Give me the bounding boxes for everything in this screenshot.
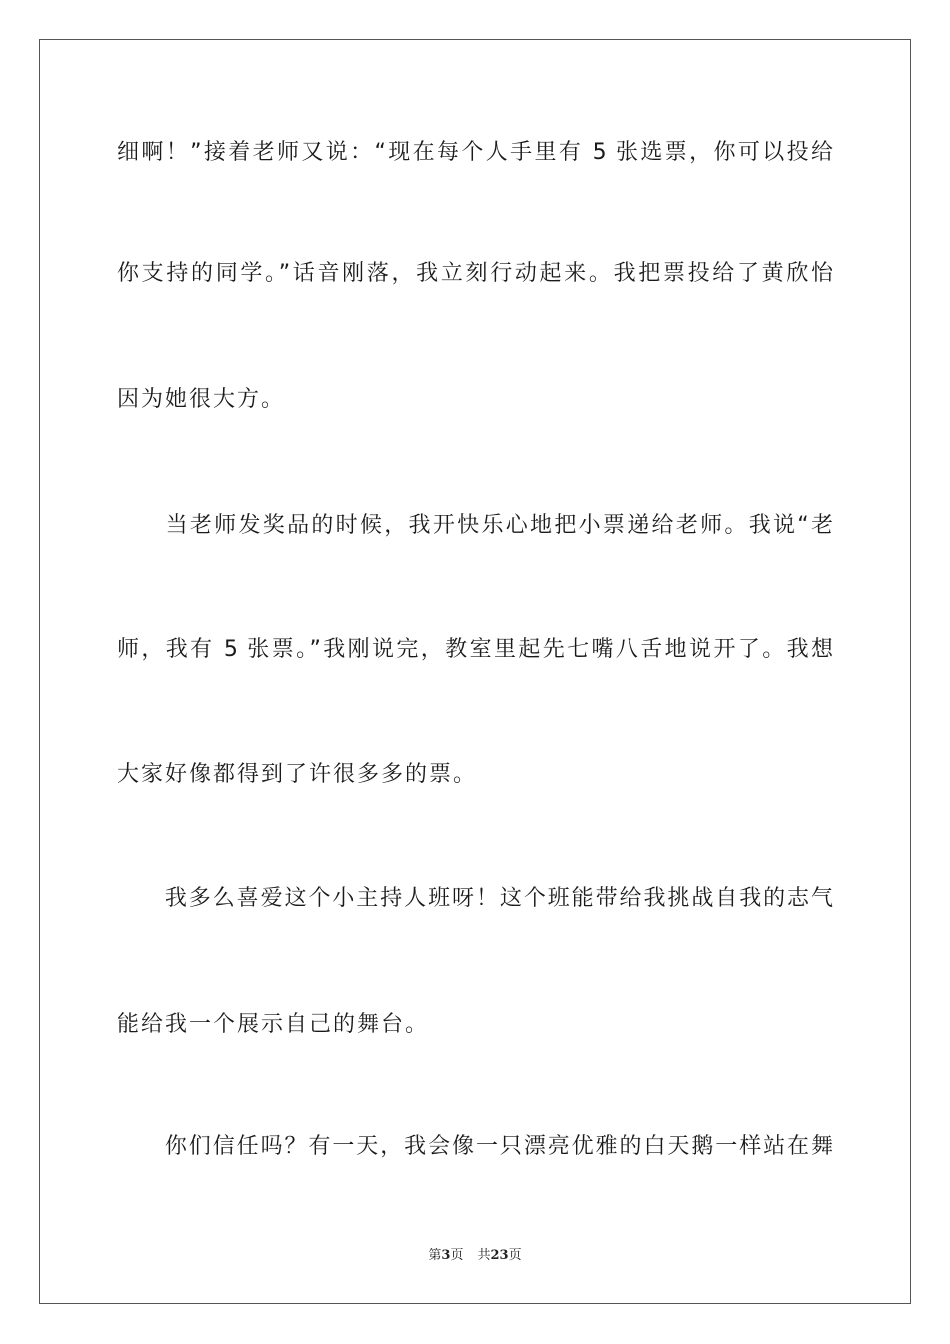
text-line-1: 细啊！”接着老师又说：“现在每个人手里有 5 张选票，你可以投给 <box>117 140 833 165</box>
total-pages: 23 <box>490 1248 509 1263</box>
text-line-2: 你支持的同学。”话音刚落，我立刻行动起来。我把票投给了黄欣怡 <box>117 261 833 286</box>
page-footer <box>0 1247 950 1265</box>
text-line-8: 能给我一个展示自己的舞台。 <box>117 1012 430 1037</box>
text-line-4: 当老师发奖品的时候，我开快乐心地把小票递给老师。我说“老 <box>117 513 833 538</box>
page-number: 3 <box>441 1248 451 1263</box>
page-prefix: 第 <box>428 1248 442 1263</box>
text-line-3: 因为她很大方。 <box>117 387 286 412</box>
total-suffix: 页 <box>508 1248 522 1263</box>
page-suffix: 页 <box>450 1248 464 1263</box>
total-prefix: 共 <box>477 1248 491 1263</box>
text-line-5: 师，我有 5 张票。”我刚说完，教室里起先七嘴八舌地说开了。我想 <box>117 637 833 662</box>
text-line-7: 我多么喜爱这个小主持人班呀！这个班能带给我挑战自我的志气 <box>117 886 833 911</box>
text-line-9: 你们信任吗？有一天，我会像一只漂亮优雅的白天鹅一样站在舞 <box>117 1134 833 1159</box>
page-border <box>39 39 911 1304</box>
text-line-6: 大家好像都得到了许很多多的票。 <box>117 762 478 787</box>
